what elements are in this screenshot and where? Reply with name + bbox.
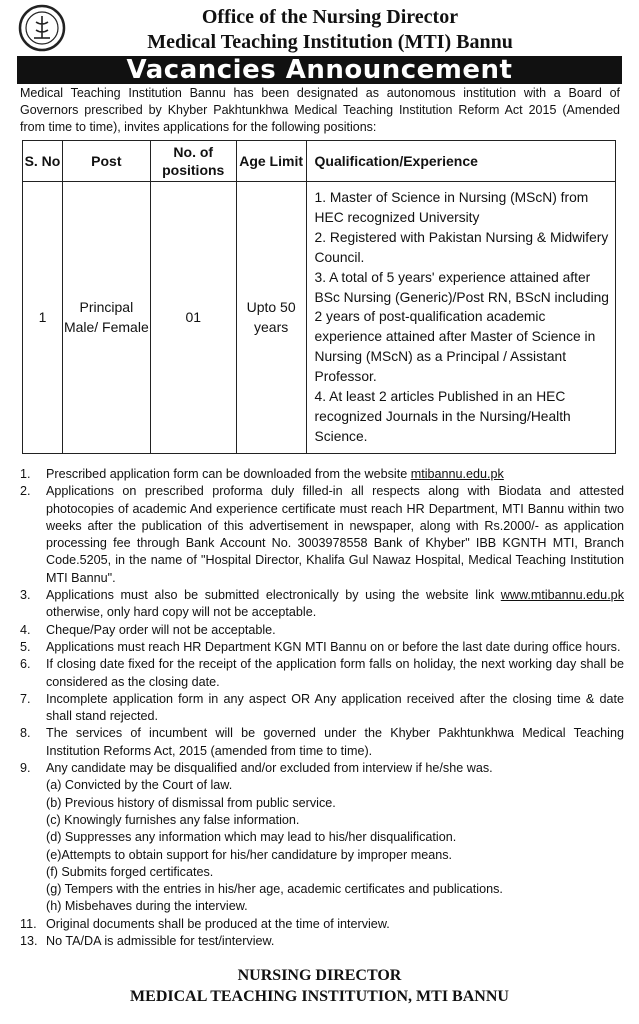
note-item bbox=[20, 691, 624, 726]
disqualification-item: (d) Suppresses any information which may lead to his/her disqualification. bbox=[46, 830, 457, 845]
note-item bbox=[20, 639, 624, 656]
vacancies-table bbox=[22, 140, 616, 454]
header-qualification: Qualification/Experience bbox=[306, 141, 615, 182]
header-post: Post bbox=[62, 141, 150, 182]
note-number: 2. bbox=[20, 484, 31, 499]
header-positions: No. of positions bbox=[150, 141, 236, 182]
note-text: Original documents shall be produced at the time of interview. bbox=[46, 916, 390, 931]
note-item bbox=[20, 622, 624, 639]
cell-post: Principal Male/ Female bbox=[62, 182, 150, 454]
note-text: Applications must also be submitted electronically by using the website link bbox=[46, 588, 501, 603]
footer-signatory: NURSING DIRECTOR bbox=[237, 967, 402, 984]
note-text: Applications must reach HR Department KGN MTI Bannu on or before the last date during office hours. bbox=[46, 639, 621, 654]
vacancies-banner: Vacancies Announcement bbox=[17, 56, 622, 84]
note-number: 9. bbox=[20, 761, 31, 776]
note-text: If closing date fixed for the receipt of the application form falls on holiday, the next working day shall be considered as the closing date. bbox=[46, 657, 624, 689]
note-item bbox=[20, 933, 624, 950]
qualification-item: 1. Master of Science in Nursing (MScN) from HEC recognized University bbox=[314, 190, 589, 225]
note-item bbox=[20, 466, 624, 483]
disqualification-item: (c) Knowingly furnishes any false information. bbox=[46, 812, 300, 827]
footer-institution: MEDICAL TEACHING INSTITUTION, MTI BANNU bbox=[130, 988, 509, 1005]
note-item bbox=[20, 725, 624, 760]
note-number: 8. bbox=[20, 726, 31, 741]
website-link[interactable]: mtibannu.edu.pk bbox=[410, 467, 504, 481]
footer bbox=[0, 966, 639, 1008]
note-number: 3. bbox=[20, 588, 31, 603]
header-sno: S. No bbox=[23, 141, 63, 182]
note-item bbox=[20, 587, 624, 622]
note-text: Prescribed application form can be downloaded from the website bbox=[46, 467, 411, 481]
office-title: Office of the Nursing Director bbox=[201, 6, 459, 28]
institution-title: Medical Teaching Institution (MTI) Bannu bbox=[147, 31, 513, 53]
qualification-item: 3. A total of 5 years' experience attained after BSc Nursing (Generic)/Post RN, BScN including 2 years of post-qualification academic experience attained after Master of Science in Nursing (MScN) as a Principal / Assistant Professor. bbox=[314, 269, 609, 385]
disqualification-item: (g) Tempers with the entries in his/her age, academic certificates and publications. bbox=[46, 882, 503, 897]
cell-qualification bbox=[306, 182, 615, 454]
note-number: 1. bbox=[20, 467, 31, 481]
note-number: 13. bbox=[20, 934, 38, 949]
header bbox=[0, 0, 639, 56]
note-item bbox=[20, 916, 624, 933]
note-text: Cheque/Pay order will not be acceptable. bbox=[46, 622, 276, 637]
note-number: 7. bbox=[20, 691, 31, 706]
cell-age: Upto 50 years bbox=[236, 182, 306, 454]
note-text: Applications on prescribed proforma duly filled-in all respects along with Biodata and attested photocopies of academic And experience certificate must reach HR Department, MTI Bannu within two weeks after the publication of this advertisement in newspaper, along with Rs.2000/- as application processing fee through Bank Account No. 3003978558 Bank of Khyber" IBB KGNTH MTI, Branch Code.5205, in the name of "Hospital Director, Khalifa Gul Nawaz Hospital, Medical Teaching Institution MTI Bannu". bbox=[46, 484, 624, 585]
note-number: 5. bbox=[20, 639, 31, 654]
note-text: Incomplete application form in any aspect OR Any application received after the closing time & date shall stand rejected. bbox=[46, 691, 624, 724]
note-text: Any candidate may be disqualified and/or excluded from interview if he/she was. bbox=[46, 761, 493, 776]
qualification-item: 2. Registered with Pakistan Nursing & Midwifery Council. bbox=[314, 229, 609, 265]
note-item bbox=[20, 760, 624, 777]
note-text: The services of incumbent will be governed under the Khyber Pakhtunkhwa Medical Teaching Institution Reforms Act, 2015 (amended from time to time). bbox=[46, 726, 624, 758]
disqualification-item: (b) Previous history of dismissal from public service. bbox=[46, 795, 336, 810]
notes-list bbox=[20, 466, 624, 950]
disqualification-item: (e)Attempts to obtain support for his/her candidature by improper means. bbox=[46, 847, 453, 862]
disqualification-item: (a) Convicted by the Court of law. bbox=[46, 778, 233, 793]
note-text-after: otherwise, only hard copy will not be acceptable. bbox=[46, 605, 317, 620]
cell-sno: 1 bbox=[23, 182, 63, 454]
note-text: No TA/DA is admissible for test/interview. bbox=[46, 934, 275, 949]
table-row bbox=[23, 182, 616, 454]
intro-paragraph: Medical Teaching Institution Bannu has been designated as autonomous institution with a Board of Governors prescribed by Khyber Pakhtunkhwa Medical Teaching Institution Reform Act 2015 (Amended from time to time), invites applications for the following positions: bbox=[20, 86, 620, 134]
note-item bbox=[20, 483, 624, 587]
cell-positions: 01 bbox=[150, 182, 236, 454]
website-link[interactable]: www.mtibannu.edu.pk bbox=[500, 588, 624, 603]
note-number: 6. bbox=[20, 657, 31, 672]
note-item bbox=[20, 656, 624, 691]
header-age: Age Limit bbox=[236, 141, 306, 182]
disqualification-item: (f) Submits forged certificates. bbox=[46, 864, 214, 879]
note-number: 11. bbox=[20, 916, 37, 931]
note-number: 4. bbox=[20, 622, 31, 637]
table-header-row bbox=[23, 141, 616, 182]
disqualification-item: (h) Misbehaves during the interview. bbox=[46, 899, 248, 914]
qualification-item: 4. At least 2 articles Published in an HEC recognized Journals in the Nursing/Health Science. bbox=[314, 389, 571, 444]
institution-seal-icon bbox=[18, 4, 66, 52]
